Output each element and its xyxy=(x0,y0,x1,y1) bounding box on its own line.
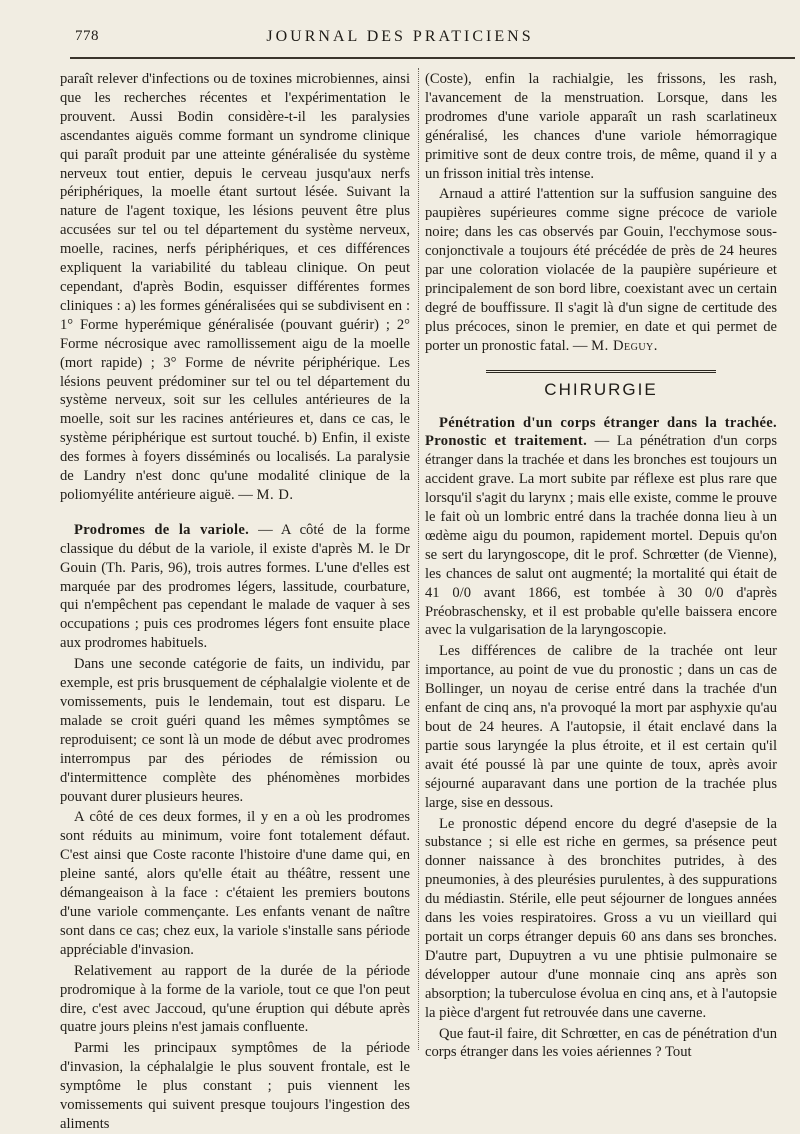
paragraph-text: — A côté de la forme classique du début de la variole, il existe d'après M. le Dr Gouin (Th. Paris, 96), trois autres formes. L'une d'elles est marquée par des prodromes légers, lassitude, courbature, qui n'empêchent pas cependant le malade de vaquer à ses occupations ; puis ces prodromes légers font ensuite place aux prodromes habituels. xyxy=(60,521,410,652)
column-divider xyxy=(418,68,419,1050)
paragraph-text: Arnaud a attiré l'attention sur la suffusion sanguine des paupières supérieures comme signe précoce de variole noire; dans les cas observés par Gouin, l'ecchymose sous-conjonctivale a toujours été précédée de près de 24 heures par une coloration violacée de la paupière supérieure et principalement de son bord libre, coexistant avec un certain degré de bouffissure. Il s'agit là d'un signe de certitude des plus précoces, sinon le premier, en date et qui permet de porter un pronostic fatal. — xyxy=(425,186,777,354)
paragraph: (Coste), enfin la rachialgie, les frissons, les rash, l'avancement de la menstruation. Lorsque, dans les prodromes d'une variole apparaît un rash scarlatineux généralisé, les chances d'une variole hémorragique primitive sont de deux contre trois, de même, quand il y a un frisson initial très intense. xyxy=(425,71,777,182)
article-title: Prodromes de la variole. xyxy=(74,521,250,538)
page-header xyxy=(0,0,800,60)
section-heading xyxy=(425,370,777,400)
paragraph: Parmi les principaux symptômes de la période d'invasion, la céphalalgie le plus souvent frontale, est le symptôme le plus constant ; puis viennent les vomissements qui suivent presque toujours l'ingestion des aliments xyxy=(60,1040,410,1132)
article-prodromes-variole xyxy=(60,521,410,653)
right-column xyxy=(425,70,777,1062)
author-signature: M. D. xyxy=(256,486,294,503)
paragraph-text: paraît relever d'infections ou de toxines microbiennes, ainsi que les recherches récentes et l'expérimentation le prouvent. Aussi Bodin considère-t-il les paralysies ascendantes aiguës comme formant un syndrome clinique qui paraît produit par une atteinte généralisée du système nerveux tout entier, depuis le cerveau jusqu'aux nerfs périphériques, la moelle étant surtout lésée. Suivant la nature de l'agent toxique, les lésions peuvent être plus accusées sur tel ou tel département du système nerveux, moelle, racines, nerfs périphériques, et ces différences expliquent la variabilité du tableau clinique. On peut cependant, d'après Bodin, esquisser différentes formes cliniques : a) les formes généralisées qui se subdivisent en : 1° Forme hyperémique généralisée (pouvant guérir) ; 2° Forme nécrosique avec ramollissement aigu de la moelle (mort rapide) ; 3° Forme de névrite périphérique. Les lésions peuvent prédominer sur tel ou tel département du système nerveux, soit sur les cellules antérieures de la moelle, soit sur les racines antérieures et, dans ce cas, le système périphérique est surtout touché. b) Enfin, il existe des formes à foyers disséminés ou localisés. La paralysie de Landry n'est donc qu'une modalité clinique de la poliomyélite antérieure aiguë. — xyxy=(60,71,410,503)
paragraph-paralysie-landry xyxy=(60,70,410,505)
article-corps-etranger xyxy=(425,414,777,641)
author-signature: M. Deguy. xyxy=(591,337,658,354)
section-rule xyxy=(486,370,716,375)
journal-title: JOURNAL DES PRATICIENS xyxy=(266,28,534,45)
section-title: CHIRURGIE xyxy=(544,379,658,399)
paragraph: Relativement au rapport de la durée de la période prodromique à la forme de la variole, tout ce que l'on peut dire, c'est avec Jaccoud, qu'une éruption qui débute après quatre jours pleins n'est jamais confluente. xyxy=(60,962,410,1036)
paragraph: Le pronostic dépend encore du degré d'asepsie de la substance ; si elle est riche en germes, sa présence peut donner naissance à des bronchites putrides, à des pneumonies, à des pleurésies purulentes, à des suppurations du médiastin. Stérile, elle peut séjourner de longues années dans les voies respiratoires. Gross a vu un vieillard qui portait un corps étranger depuis 60 ans dans ses bronches. D'autre part, Dupuytren a vu une phtisie pulmonaire se développer autour d'une monnaie cinq ans après son absorption; la tuberculose évolua en cinq ans, et à l'autopsie la pièce d'argent fut retrouvée dans une caverne. xyxy=(425,815,777,1021)
header-rule xyxy=(70,57,795,59)
paragraph: A côté de ces deux formes, il y en a où les prodromes sont réduits au minimum, voire font totalement défaut. C'est ainsi que Coste raconte l'histoire d'une dame qui, en pleine santé, alors qu'elle était au théâtre, ressent une démangeaison à la face : c'étaient les premiers boutons d'une variole commençante. Les enfants venant de naître sont dans ce cas; chez eux, la variole s'installe sans période appréciable d'invasion. xyxy=(60,809,410,958)
page-number: 778 xyxy=(75,28,99,44)
paragraph: Les différences de calibre de la trachée ont leur importance, au point de vue du pronostic ; dans un cas de Bollinger, un noyau de cerise entré dans la trachée d'un enfant de cinq ans, n'a provoqué la mort par asphyxie qu'au bout de 24 heures. A l'autopsie, il était enclavé dans la partie sous laryngée la plus étroite, et il est certain qu'il avait été poussé là par une quinte de toux, après avoir séjourné auparavant dans une portion de la trachée plus large, sise en dessous. xyxy=(425,643,777,811)
paragraph: Que faut-il faire, dit Schrœtter, en cas de pénétration d'un corps étranger dans les voies aériennes ? Tout xyxy=(425,1025,777,1061)
left-column xyxy=(60,70,410,1134)
article-title: Pénétration d'un corps étranger dans la trachée. Pronostic et traitement. xyxy=(425,414,777,450)
paragraph-signe-precoce xyxy=(425,185,777,355)
paragraph: Dans une seconde catégorie de faits, un individu, par exemple, est pris brusquement de céphalalgie violente et de vomissements, puis le lendemain, tout est disparu. Le malade se croit guéri quand les mêmes symptômes se reproduisent; ce sont là un mode de début avec prodromes interrompus par des périodes de rémission ou d'intermittence complète des phénomènes morbides pouvant durer plusieurs heures. xyxy=(60,656,410,805)
paragraph-text: — La pénétration d'un corps étranger dans la trachée et dans les bronches est toujours un accident grave. La mort subite par réflexe est plus rare que lorsqu'il s'agit du larynx ; mais elle existe, comme le prouve le fait où un lombric entré dans la trachée donna lieu à un œdème aigu du poumon, rapidement mortel. Depuis qu'on se sert du laryngoscope, dit le prof. Schrœtter (de Vienne), les chances de salut ont augmenté; la mortalité qui était de 41 0/0 avant 1866, est tombée à 30 0/0 d'après Préobraschensky, et il est probable qu'elle baissera encore avec la vulgarisation de la laryngoscopie. xyxy=(425,433,777,639)
